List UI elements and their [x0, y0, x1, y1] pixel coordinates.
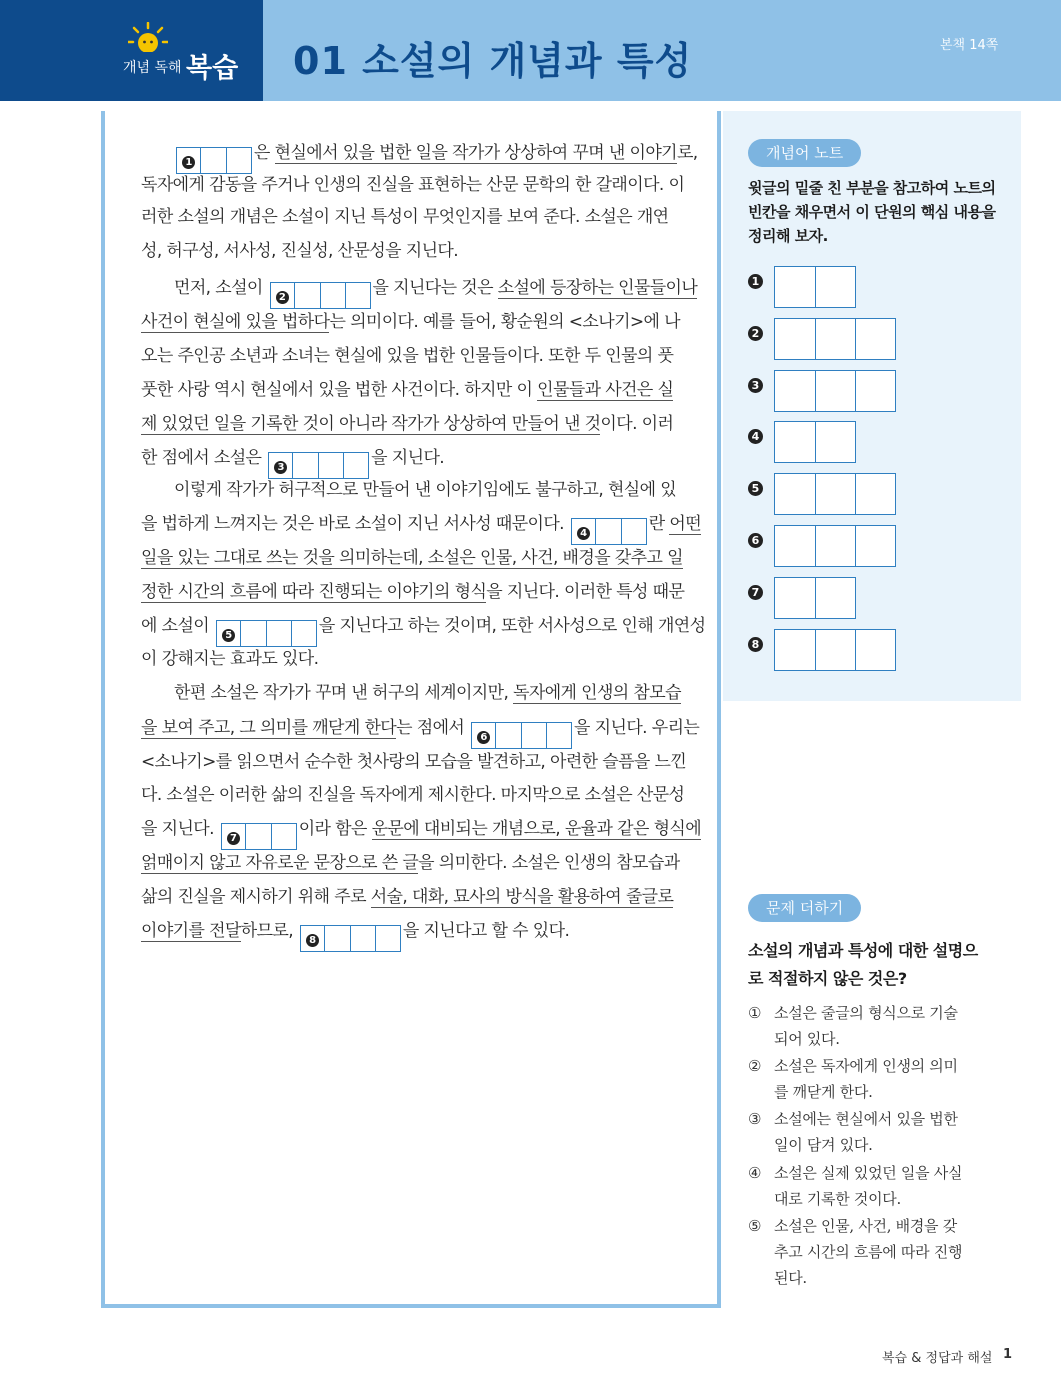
circled-number-7: 7: [748, 585, 763, 600]
circled-number-4: 4: [577, 527, 590, 540]
blank-cell[interactable]: [246, 824, 271, 849]
note-answer-cell[interactable]: [855, 319, 895, 359]
passage-line: [141, 446, 686, 473]
note-answer-box[interactable]: [774, 473, 896, 515]
text-segment: 성, 허구성, 서사성, 진실성, 산문성을 지닌다.: [141, 241, 459, 261]
blank-number-cell: [271, 283, 295, 308]
text-segment: 풋한 사랑 역시 현실에서 있을 법한 사건이다. 하지만 이: [141, 380, 538, 400]
circled-number-2: 2: [748, 326, 763, 341]
instruction-line: 정리해 보자.: [748, 227, 828, 245]
note-answer-box[interactable]: [774, 370, 896, 412]
underlined-text: 정한 시간의 흐름에 따라 진행되는 이야기의 형식: [141, 582, 487, 602]
blank-number-cell: [301, 926, 325, 951]
note-answer-cell[interactable]: [815, 422, 855, 462]
blank-cell[interactable]: [496, 723, 521, 748]
note-answer-box[interactable]: [774, 266, 856, 308]
note-answer-cell[interactable]: [855, 630, 895, 670]
blank-cell[interactable]: [320, 283, 345, 308]
note-answer-cell[interactable]: [815, 319, 855, 359]
note-answer-box[interactable]: [774, 525, 896, 567]
note-answer-cell[interactable]: [775, 630, 815, 670]
page-number: 1: [1003, 1347, 1013, 1362]
passage-line: [141, 681, 686, 705]
circled-number-6: 6: [748, 533, 763, 548]
option-text-line: 소설은 인물, 사건, 배경을 갖: [774, 1217, 957, 1235]
passage-line: [141, 851, 686, 875]
blank-number-cell: [177, 148, 201, 173]
note-answer-box[interactable]: [774, 629, 896, 671]
underlined-text: 얽매이지 않고 자유로운 문장으로 쓴 글: [141, 853, 419, 873]
page-title: 01 소설의 개념과 특성: [293, 39, 693, 83]
blank-8[interactable]: [300, 925, 401, 952]
note-answer-cell[interactable]: [775, 422, 815, 462]
question-line: 소설의 개념과 특성에 대한 설명으: [748, 941, 978, 960]
note-answer-cell[interactable]: [775, 474, 815, 514]
underlined-text: 독자에게 인생의 참모습: [513, 683, 681, 703]
quiz-label: 문제 더하기: [748, 894, 861, 922]
text-segment: 한 점에서 소설은: [141, 448, 267, 468]
option-number: ②: [748, 1057, 762, 1075]
circled-number-2: 2: [276, 291, 289, 304]
option-text-line: 소설은 독자에게 인생의 의미: [774, 1057, 958, 1075]
note-answer-cell[interactable]: [855, 526, 895, 566]
blank-6[interactable]: [471, 722, 572, 749]
blank-5[interactable]: [216, 620, 317, 647]
text-segment: 을 지닌다. 이러한 특성 때문: [486, 582, 685, 602]
underlined-text: 현실에서 있을 법한 일을 작가가 상상하여 꾸며 낸 이야기: [274, 143, 677, 163]
underlined-text: 일을 있는 그대로 쓰는 것을 의미하는데, 소설은 인물, 사건, 배경을 갖추고 일: [141, 548, 683, 568]
passage-line: [141, 276, 698, 303]
underlined-text: 을 보여 주고, 그 의미를 깨닫게 한다: [141, 718, 397, 738]
blank-cell[interactable]: [621, 519, 646, 544]
circled-number-7: 7: [227, 832, 240, 845]
option-text-line: 추고 시간의 흐름에 따라 진행: [774, 1243, 963, 1261]
page-header: [0, 0, 1061, 101]
blank-number-cell: [472, 723, 496, 748]
circled-number-4: 4: [748, 429, 763, 444]
note-answer-cell[interactable]: [815, 526, 855, 566]
blank-cell[interactable]: [293, 453, 318, 478]
text-segment: 을 지닌다. 우리는: [574, 718, 700, 738]
text-segment: 오는 주인공 소년과 소녀는 현실에 있을 법한 인물들이다. 또한 두 인물의 풋: [141, 346, 674, 366]
quiz-option-4[interactable]: [748, 1160, 988, 1212]
blank-cell[interactable]: [343, 453, 368, 478]
blank-number-cell: [217, 621, 241, 646]
blank-cell[interactable]: [375, 926, 400, 951]
blank-7[interactable]: [221, 823, 297, 850]
text-segment: 은: [254, 143, 275, 163]
blank-cell[interactable]: [291, 621, 316, 646]
circled-number-8: 8: [748, 637, 763, 652]
circled-number-3: 3: [748, 378, 763, 393]
option-text-line: 된다.: [774, 1269, 807, 1287]
passage-line: [141, 580, 686, 604]
page-reference: 본책 14쪽: [940, 38, 999, 53]
question-line: 로 적절하지 않은 것은?: [748, 969, 907, 988]
text-segment: 이렇게 작가가 허구적으로 만들어 낸 이야기임에도 불구하고, 현실에 있: [174, 480, 677, 500]
underlined-text: 제 있었던 일을 기록한 것이 아니라 작가가 상상하여 만들어 낸 것: [141, 414, 601, 434]
passage-line: [141, 885, 686, 909]
circled-number-5: 5: [222, 629, 235, 642]
blank-1[interactable]: [176, 147, 252, 174]
text-segment: 한편 소설은 작가가 꾸며 낸 허구의 세계이지만,: [174, 683, 514, 703]
text-segment: 을 지닌다.: [141, 819, 219, 839]
blank-4[interactable]: [571, 518, 647, 545]
underlined-text: 서술, 대화, 묘사의 방식을 활용하여 줄글로: [370, 887, 674, 907]
blank-cell[interactable]: [350, 926, 375, 951]
badge-subtitle: 개념 독해: [123, 60, 182, 76]
passage-line: [141, 512, 702, 539]
instruction-line: 빈칸을 채우면서 이 단원의 핵심 내용을: [748, 203, 996, 221]
badge-title: 복습: [186, 53, 239, 84]
blank-2[interactable]: [270, 282, 371, 309]
passage-line: [141, 378, 686, 402]
passage-line: [141, 478, 686, 502]
option-number: ④: [748, 1164, 762, 1182]
blank-number-cell: [572, 519, 596, 544]
blank-cell[interactable]: [325, 926, 350, 951]
passage-line: [141, 344, 686, 368]
option-number: ①: [748, 1004, 762, 1022]
note-answer-cell[interactable]: [815, 474, 855, 514]
text-segment: 을 의미한다. 소설은 인생의 참모습과: [418, 853, 680, 873]
text-segment: 러한 소설의 개념은 소설이 지닌 특성이 무엇인지를 보여 준다. 소설은 개연: [141, 207, 669, 227]
note-answer-cell[interactable]: [815, 578, 855, 618]
text-segment: 이 강해지는 효과도 있다.: [141, 649, 319, 669]
instruction-line: 윗글의 밑줄 친 부분을 참고하여 노트의: [748, 179, 996, 197]
passage-line: [141, 205, 686, 229]
note-answer-cell[interactable]: [775, 578, 815, 618]
passage-line: [141, 817, 702, 844]
option-number: ③: [748, 1110, 762, 1128]
passage-line: [141, 239, 686, 263]
passage-line: [141, 614, 706, 641]
underlined-text: 소설에 등장하는 인물들이나: [497, 278, 698, 298]
text-segment: 하므로,: [240, 921, 298, 941]
blank-cell[interactable]: [345, 283, 370, 308]
note-answer-box[interactable]: [774, 577, 856, 619]
blank-number-cell: [222, 824, 246, 849]
passage-line: [141, 783, 686, 807]
circled-number-8: 8: [306, 934, 319, 947]
note-answer-cell[interactable]: [855, 474, 895, 514]
circled-number-1: 1: [748, 274, 763, 289]
note-answer-box[interactable]: [774, 318, 896, 360]
footer-section: 복습 & 정답과 해설: [882, 1351, 993, 1366]
circled-number-5: 5: [748, 481, 763, 496]
passage-line: [141, 412, 686, 436]
option-text-line: 소설은 실제 있었던 일을 사실: [774, 1164, 963, 1182]
sun-mascot-icon: [128, 22, 168, 52]
underlined-text: 어떤: [669, 514, 702, 534]
quiz-question: [748, 937, 993, 993]
note-answer-cell[interactable]: [855, 371, 895, 411]
note-answer-cell[interactable]: [775, 319, 815, 359]
underlined-text: 이야기를 전달: [141, 921, 241, 941]
passage-line: [141, 141, 698, 168]
note-answer-cell[interactable]: [815, 630, 855, 670]
blank-number-cell: [269, 453, 293, 478]
text-segment: 을 법하게 느껴지는 것은 바로 소설이 지닌 서사성 때문이다.: [141, 514, 569, 534]
text-segment: 는 점에서: [396, 718, 470, 738]
blank-cell[interactable]: [521, 723, 546, 748]
passage-line: [141, 173, 686, 197]
quiz-option-3[interactable]: [748, 1106, 988, 1158]
circled-number-6: 6: [477, 731, 490, 744]
option-text-line: 소설에는 현실에서 있을 법한: [774, 1110, 958, 1128]
text-segment: 을 지닌다고 하는 것이며, 또한 서사성으로 인해 개연성: [318, 616, 706, 636]
blank-cell[interactable]: [546, 723, 571, 748]
note-answer-box[interactable]: [774, 421, 856, 463]
blank-cell[interactable]: [295, 283, 320, 308]
quiz-option-1[interactable]: [748, 1000, 988, 1052]
underlined-text: 사건이 현실에 있을 법하다: [141, 312, 330, 332]
note-answer-cell[interactable]: [775, 267, 815, 307]
option-number: ⑤: [748, 1217, 762, 1235]
note-answer-cell[interactable]: [775, 526, 815, 566]
review-badge: [0, 0, 263, 101]
note-answer-cell[interactable]: [775, 371, 815, 411]
blank-cell[interactable]: [266, 621, 291, 646]
text-segment: 는 의미이다. 예를 들어, 황순원의 <소나기>에 나: [329, 312, 680, 332]
quiz-option-5[interactable]: [748, 1213, 988, 1291]
text-segment: 이다. 이러: [600, 414, 674, 434]
option-text-line: 일이 담겨 있다.: [774, 1136, 873, 1154]
blank-cell[interactable]: [241, 621, 266, 646]
blank-cell[interactable]: [271, 824, 296, 849]
note-answer-cell[interactable]: [815, 371, 855, 411]
circled-number-1: 1: [182, 156, 195, 169]
blank-cell[interactable]: [596, 519, 621, 544]
text-segment: 을 지닌다고 할 수 있다.: [402, 921, 570, 941]
passage-line: [141, 750, 686, 774]
text-segment: 독자에게 감동을 주거나 인생의 진실을 표현하는 산문 문학의 한 갈래이다. 이: [141, 175, 685, 195]
passage-line: [141, 716, 700, 743]
text-segment: <소나기>를 읽으면서 순수한 첫사랑의 모습을 발견하고, 아련한 슬픔을 느낀: [141, 752, 687, 772]
quiz-option-2[interactable]: [748, 1053, 988, 1105]
underlined-text: 인물들과 사건은 실: [537, 380, 674, 400]
text-segment: 먼저, 소설이: [174, 278, 268, 298]
text-segment: 이라 함은: [298, 819, 372, 839]
circled-number-3: 3: [274, 461, 287, 474]
blank-3[interactable]: [268, 452, 369, 479]
note-answer-cell[interactable]: [815, 267, 855, 307]
text-segment: 란: [648, 514, 670, 534]
text-segment: 삶의 진실을 제시하기 위해 주로: [141, 887, 371, 907]
passage-line: [141, 310, 686, 334]
concept-note-label: 개념어 노트: [748, 139, 861, 167]
blank-cell[interactable]: [201, 148, 226, 173]
passage-line: [141, 546, 686, 570]
text-segment: 을 지닌다.: [371, 448, 445, 468]
passage-line: [141, 919, 686, 946]
concept-note-instructions: [748, 176, 998, 248]
passage-line: [141, 647, 686, 671]
text-segment: 로,: [676, 143, 698, 163]
blank-cell[interactable]: [226, 148, 251, 173]
text-segment: 을 지닌다는 것은: [372, 278, 498, 298]
text-segment: 다. 소설은 이러한 삶의 진실을 독자에게 제시한다. 마지막으로 소설은 산문성: [141, 785, 685, 805]
option-text-line: 소설은 줄글의 형식으로 기술: [774, 1004, 958, 1022]
underlined-text: 운문에 대비되는 개념으로, 운율과 같은 형식에: [371, 819, 702, 839]
option-text-line: 되어 있다.: [774, 1030, 840, 1048]
option-text-line: 대로 기록한 것이다.: [774, 1190, 901, 1208]
text-segment: 에 소설이: [141, 616, 214, 636]
blank-cell[interactable]: [318, 453, 343, 478]
option-text-line: 를 깨닫게 한다.: [774, 1083, 873, 1101]
